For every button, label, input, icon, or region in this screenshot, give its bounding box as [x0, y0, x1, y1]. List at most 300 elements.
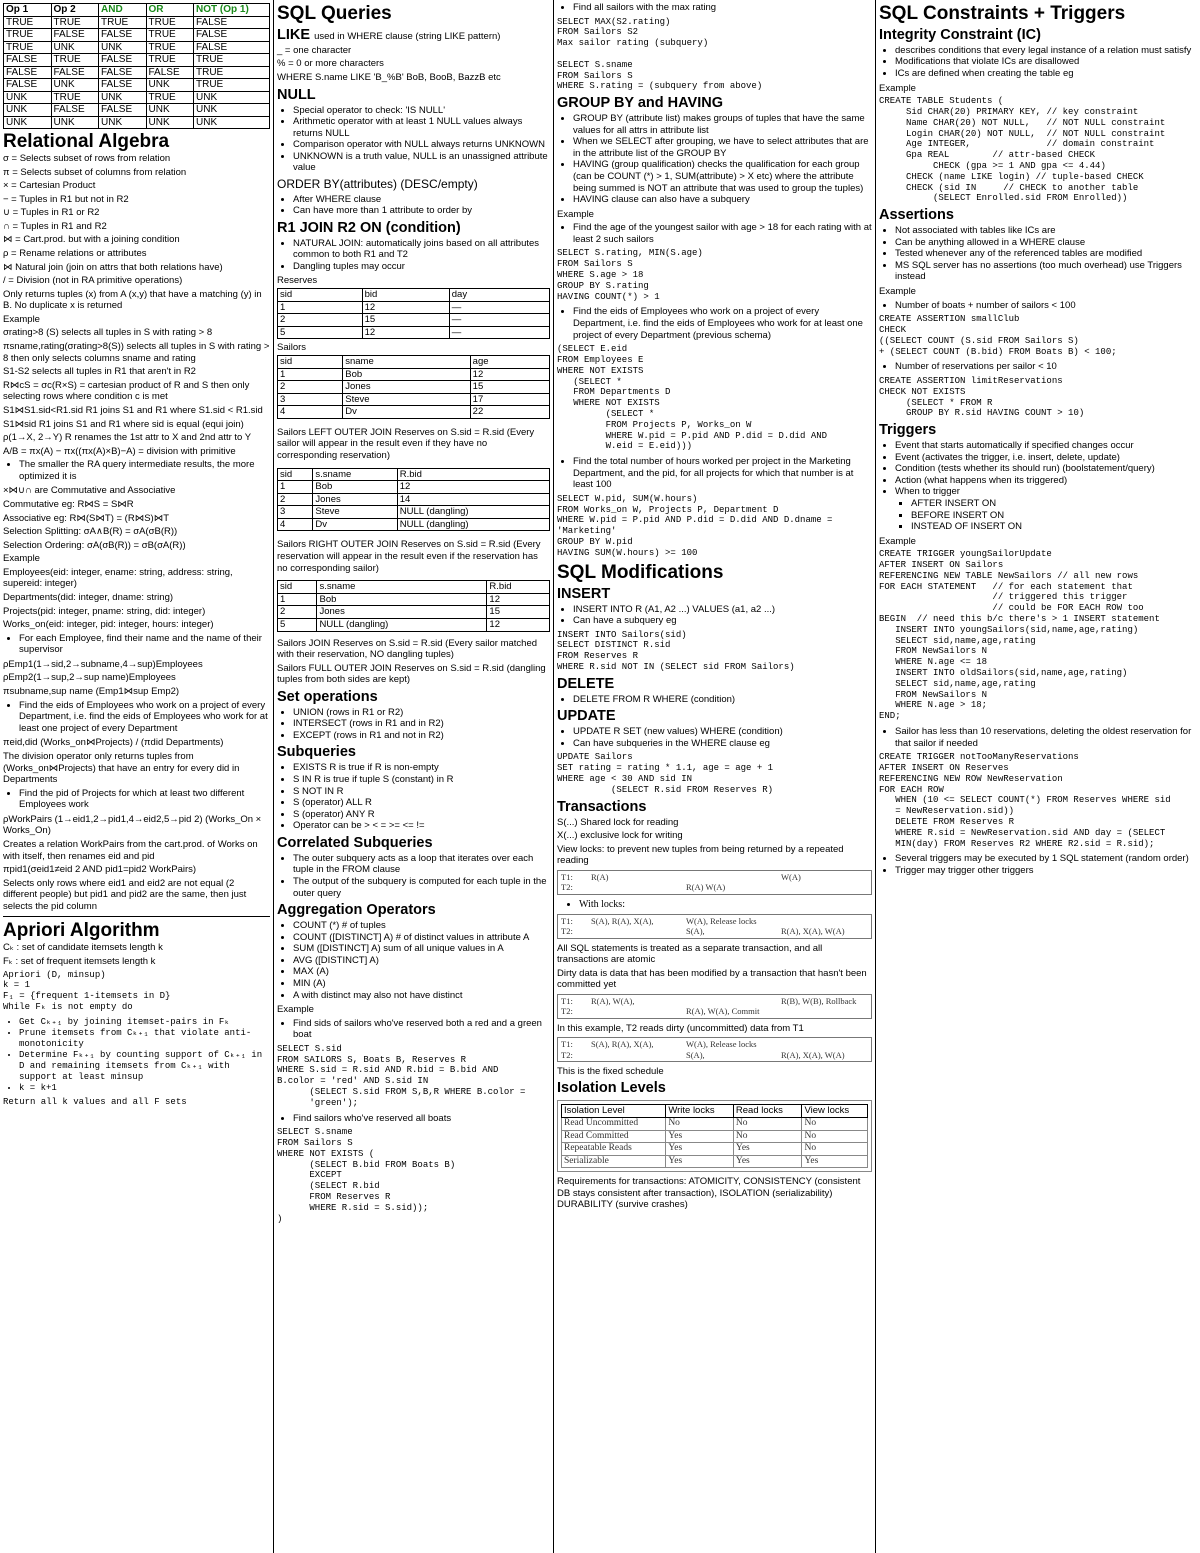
truth-cell: UNK — [146, 116, 194, 129]
ra-schema-line: Employees(eid: integer, ename: string, address: string, supereid: integer) — [3, 566, 233, 590]
table-cell: Yes — [666, 1143, 734, 1156]
schedule-cell: R(A), X(A), W(A) — [781, 1049, 845, 1060]
schedule-cell: T1: — [561, 871, 573, 882]
join-text: Sailors JOIN Reserves on S.sid = R.sid (Every sailor matched with their reservation, NO dangling tuples) — [277, 637, 538, 661]
table-row — [278, 493, 550, 506]
agg-item: • MAX (A) — [293, 966, 550, 978]
agg-item: • SUM ([DISTINCT] A) sum of all unique values in A — [293, 943, 550, 955]
ic-code: CREATE TABLE Students ( Sid CHAR(20) PRIMARY KEY, // key constraint Name CHAR(20) NOT NULL, // NOT NULL constraint Login CHAR(20) NOT NULL, // NOT NULL constraint Age INTEGER, // domain constraint Gpa REAL // attr-based CHECK CHECK (gpa >= 1 AND gpa <= 4.44) CHECK (name LIKE login) // tuple-based CHECK CHECK (sid IN // CHECK to another table (SELECT Enrolled.sid FROM Enrolled)) — [879, 96, 1166, 204]
trigger-when-item: ▪ AFTER INSERT ON — [911, 498, 1197, 510]
schedule-row — [561, 882, 868, 892]
insert-heading: INSERT — [557, 585, 611, 602]
table-row — [562, 1155, 868, 1168]
schedule-diagram-dirty — [557, 994, 872, 1019]
table-header-cell: R.bid — [487, 581, 550, 594]
ra-bullet: • Find the eids of Employees who work on a project of every Department, i.e. find the eids of Employees who work for at least one project of every Department — [19, 700, 270, 735]
trigger-code: CREATE TRIGGER youngSailorUpdate AFTER INSERT ON Sailors REFERENCING NEW TABLE NewSailors // all new rows FOR EACH STATEMENT // for each statement that // triggered this trigger // could be FOR EACH ROW too BEGIN // need this b/c there's > 1 INSERT statement INSERT INTO youngSailors(sid,name,age,rating) SELECT sid,name,age,rating FROM NewSailors N WHERE N.age <= 18 INSERT INTO oldSailors(sid,name,age,rating) SELECT sid,name,age,rating FROM NewSailors N WHERE N.age > 18; END; — [879, 549, 1160, 722]
truth-cell: UNK — [4, 104, 52, 117]
schedule-cell: T1: — [561, 915, 573, 926]
schedule-row — [561, 916, 868, 926]
ra-example: πsname,rating(σrating>8(S)) selects all tuples in S with rating > 8 then only selects columns sname and rating — [3, 341, 270, 364]
table-header-cell: Isolation Level — [562, 1105, 666, 1118]
corr-list — [277, 853, 550, 899]
schedule-diagram-locks — [557, 914, 872, 939]
ra-property: Selection Ordering: σA(σB(R)) = σB(σA(R)) — [3, 539, 186, 551]
c3-bullet: • Find the total number of hours worked per project in the Marketing Department, and the pid, for all projects for which that number is at least 100 — [573, 456, 872, 491]
truth-cell: FALSE — [99, 66, 147, 79]
truth-cell: TRUE — [146, 29, 194, 42]
table-header-cell: day — [449, 289, 549, 302]
schedule-cell: R(A) W(A) — [686, 882, 726, 893]
ra-query-line: Creates a relation WorkPairs from the cart.prod. of Works on with itself, then renames eid and pid — [3, 839, 258, 862]
null-item: • UNKNOWN is a truth value, NULL is an unassigned attribute value — [293, 151, 550, 174]
dirty-read-text: In this example, T2 reads dirty (uncommitted) data from T1 — [557, 1022, 804, 1034]
update-heading: UPDATE — [557, 708, 616, 725]
truth-cell: FALSE — [51, 29, 99, 42]
agg-item: • COUNT (*) # of tuples — [293, 920, 550, 932]
isolation-heading: Isolation Levels — [557, 1080, 666, 1097]
assertion-item: • Not associated with tables like ICs are — [895, 225, 1197, 237]
table-cell: Serializable — [562, 1155, 666, 1168]
table-cell: 22 — [470, 406, 549, 419]
schedule-cell: T2: — [561, 1006, 573, 1017]
table-cell: Steve — [313, 506, 397, 519]
table-cell: — — [449, 326, 549, 339]
trigger-code: CREATE TRIGGER notTooManyReservations AFTER INSERT ON Reserves REFERENCING NEW ROW NewReservation FOR EACH ROW WHEN (10 <= SELECT COUNT(*) FROM Reserves WHERE sid = NewReservation.sid)) DELETE FROM Reserves R WHERE R.sid = NewReservation.sid AND day = (SELECT MIN(day) FROM Reserves R2 WHERE R2.sid = R.sid); — [879, 752, 1171, 849]
table-cell: 15 — [362, 314, 449, 327]
setops-heading: Set operations — [277, 688, 378, 705]
setops-item: • UNION (rows in R1 or R2) — [293, 707, 550, 719]
table-cell: — — [449, 301, 549, 314]
table-header-cell: sid — [278, 289, 363, 302]
table-cell: Yes — [666, 1155, 734, 1168]
ic-item: • Modifications that violate ICs are disallowed — [895, 56, 1197, 68]
c4-example-label: Example — [879, 535, 916, 547]
truth-cell: UNK — [194, 116, 270, 129]
delete-item: • DELETE FROM R WHERE (condition) — [573, 694, 872, 706]
table-header-cell: s.sname — [313, 468, 397, 481]
schedule-cell: S(A), — [686, 1049, 705, 1060]
agg-item: • MIN (A) — [293, 978, 550, 990]
ra-example-label: Example — [3, 313, 40, 325]
schedule-cell: W(A), Release locks — [686, 1039, 757, 1050]
table-cell: NULL (dangling) — [397, 518, 549, 531]
c4-bullet: • Number of boats + number of sailors < 100 — [895, 300, 1197, 312]
schedule-cell: T2: — [561, 1049, 573, 1060]
section-title-sql-queries: SQL Queries — [277, 3, 392, 24]
groupby-item: • HAVING clause can also have a subquery — [573, 194, 872, 206]
table-cell: Yes — [733, 1143, 802, 1156]
schedule-cell: T1: — [561, 995, 573, 1006]
order-heading: ORDER BY(attributes) (DESC/empty) — [277, 177, 478, 192]
schedule-cell: S(A), — [686, 926, 705, 937]
assertion-item: • Tested whenever any of the referenced tables are modified — [895, 248, 1197, 260]
schedule-cell: R(A), W(A), — [591, 995, 635, 1006]
trigger-note: • Trigger may trigger other triggers — [895, 865, 1197, 877]
table-cell: 15 — [470, 381, 549, 394]
isolation-table-frame — [557, 1100, 872, 1172]
ra-query-line: Selects only rows where eid1 and eid2 are not equal (2 different people) but pid1 and pid2 are the same, then just selects the pid column — [3, 877, 247, 912]
schedule-cell: T1: — [561, 1039, 573, 1050]
ra-example: σrating>8 (S) selects all tuples in S with rating > 8 — [3, 327, 213, 339]
null-item: • Arithmetic operator with at least 1 NULL values always returns NULL — [293, 116, 550, 139]
reserves-table — [277, 288, 550, 339]
delete-heading: DELETE — [557, 675, 615, 692]
schedule-cell — [591, 1006, 678, 1016]
ra-example: R⋈cS = σc(R×S) = cartesian product of R and S then only selecting rows where condition c is met — [3, 379, 250, 403]
table-cell: 1 — [278, 301, 363, 314]
truth-cell: TRUE — [194, 54, 270, 67]
c3-code: SELECT MAX(S2.rating) FROM Sailors S2 Max sailor rating (subquery) SELECT S.sname FROM Sailors S WHERE S.rating = (subquery from above) — [557, 16, 763, 92]
truth-cell: FALSE — [99, 54, 147, 67]
delete-list — [557, 694, 872, 706]
schedule-diagram — [557, 870, 872, 895]
section-title-sql-modifications: SQL Modifications — [557, 561, 724, 583]
agg-item: • COUNT ([DISTINCT] A) # of distinct values in attribute A — [293, 932, 550, 944]
assertion-item: • Can be anything allowed in a WHERE clause — [895, 237, 1197, 249]
table-cell: — — [449, 314, 549, 327]
agg-list — [277, 920, 550, 1001]
table-cell: 2 — [278, 493, 313, 506]
truth-table — [3, 3, 270, 129]
truth-header-cell: AND — [99, 4, 147, 17]
acid-requirements: Requirements for transactions: ATOMICITY, CONSISTENCY (consistent DB stays consistent after transaction), ISOLATION (serializability) DURABILITY (survive crashes) — [557, 1176, 861, 1211]
table-cell: 2 — [278, 606, 317, 619]
like-heading — [277, 28, 550, 44]
table-cell: Yes — [733, 1155, 802, 1168]
table-cell: 1 — [278, 593, 317, 606]
truth-table-header — [4, 4, 270, 17]
truth-row — [4, 41, 270, 54]
c3-example-label: Example — [557, 208, 594, 220]
schedule-cell — [781, 916, 868, 926]
truth-cell: UNK — [51, 116, 99, 129]
ic-list — [879, 45, 1197, 80]
table-cell: 3 — [278, 506, 313, 519]
table-cell: 12 — [362, 326, 449, 339]
trigger-when-item: ▪ BEFORE INSERT ON — [911, 510, 1197, 522]
apriori-definition: Cₖ : set of candidate itemsets length k — [3, 942, 163, 954]
truth-cell: UNK — [99, 91, 147, 104]
ra-definition: π = Selects subset of columns from relation — [3, 166, 187, 178]
truth-cell: FALSE — [4, 54, 52, 67]
truth-cell: UNK — [194, 104, 270, 117]
table-cell: Jones — [313, 493, 397, 506]
truth-cell: TRUE — [51, 16, 99, 29]
table-cell: Bob — [343, 368, 470, 381]
truth-row — [4, 104, 270, 117]
truth-cell: TRUE — [194, 79, 270, 92]
table-row — [278, 381, 550, 394]
ra-definition: σ = Selects subset of rows from relation — [3, 152, 171, 164]
isolation-table — [561, 1104, 868, 1168]
table-header-cell: s.sname — [317, 581, 487, 594]
table-cell: 3 — [278, 393, 343, 406]
ra-query-2 — [3, 737, 270, 785]
schedule-row — [561, 1039, 868, 1049]
table-cell: 4 — [278, 518, 313, 531]
truth-cell: TRUE — [4, 41, 52, 54]
like-lines — [277, 45, 550, 84]
sqlq-code: SELECT S.sid FROM SAILORS S, Boats B, Reserves R WHERE S.sid = R.sid AND R.bid = B.bid AND B.color = 'red' AND S.sid IN (SELECT S.sid FROM S,B,R WHERE B.color = 'green'); — [277, 1043, 526, 1108]
ic-item: • describes conditions that every legal instance of a relation must satisfy — [895, 45, 1197, 57]
like-line: % = 0 or more characters — [277, 58, 384, 70]
truth-cell: TRUE — [146, 91, 194, 104]
trigger-when-list — [895, 498, 1197, 533]
ra-bullet: • The smaller the RA query intermediate results, the more optimized it is — [19, 459, 270, 482]
table-cell: Read Uncommitted — [562, 1117, 666, 1130]
truth-cell: UNK — [146, 104, 194, 117]
left-join-table — [277, 468, 550, 532]
subq-list — [277, 762, 550, 831]
insert-list — [557, 604, 872, 627]
divider — [3, 916, 270, 917]
ra-definition: / = Division (not in RA primitive operations) — [3, 275, 183, 287]
ra-property: Selection Splitting: σA∧B(R) = σA(σB(R)) — [3, 526, 178, 538]
like-line: WHERE S.name LIKE 'B_%B' BoB, BooB, BazzB etc — [277, 72, 501, 84]
subq-item: • Operator can be > < = >= <= != — [293, 820, 550, 832]
c3-bullet: • Find the eids of Employees who work on a project of every Department, i.e. find the eids of Employees who work for at least one project of every Department (previous schema) — [573, 306, 872, 341]
ra-bullet: • For each Employee, find their name and the name of their supervisor — [19, 633, 270, 656]
sqlq-code: SELECT S.sname FROM Sailors S WHERE NOT EXISTS ( (SELECT B.bid FROM Boats B) EXCEPT (SELECT R.bid FROM Reserves R WHERE R.sid = S.sid)); ) — [277, 1127, 456, 1224]
agg-item: • A with distinct may also not have distinct — [293, 990, 550, 1002]
assertion-code: CREATE ASSERTION limitReservations CHECK NOT EXISTS (SELECT * FROM R GROUP BY R.sid HAVING COUNT > 10) — [879, 375, 1085, 419]
table-cell: No — [802, 1117, 868, 1130]
column-sql-queries — [274, 0, 554, 1553]
section-title-apriori: Apriori Algorithm — [3, 920, 160, 942]
table-row — [278, 326, 550, 339]
table-cell: 12 — [397, 481, 549, 494]
full-join-text: Sailors FULL OUTER JOIN Reserves on S.sid = R.sid (dangling tuples from both sides are kept) — [277, 662, 546, 686]
ra-query-line: ρEmp2(1→sup,2→sup name)Employees — [3, 672, 176, 684]
truth-header-cell: OR — [146, 4, 194, 17]
sqlq-example-label: Example — [277, 1004, 314, 1016]
sqlq-bullet: • Find sids of sailors who've reserved both a red and a green boat — [293, 1018, 550, 1041]
groupby-list — [557, 113, 872, 206]
table-row — [278, 393, 550, 406]
ra-definition: ⋈ Natural join (join on attrs that both relations have) — [3, 261, 223, 273]
table-row — [278, 481, 550, 494]
truth-cell: UNK — [4, 91, 52, 104]
table-cell: No — [733, 1117, 802, 1130]
setops-item: • INTERSECT (rows in R1 and in R2) — [293, 718, 550, 730]
trigger-item: • Event (activates the trigger, i.e. insert, delete, update) — [895, 452, 1197, 464]
table-cell: Bob — [317, 593, 487, 606]
transactions-line: Dirty data is data that has been modified by a transaction that hasn't been committed yet — [557, 967, 867, 991]
null-heading: NULL — [277, 86, 316, 103]
truth-row — [4, 79, 270, 92]
table-row — [278, 506, 550, 519]
corr-item: • The output of the subquery is computed for each tuple in the outer query — [293, 876, 550, 899]
update-code: UPDATE Sailors SET rating = rating * 1.1, age = age + 1 WHERE age < 30 AND sid IN (SELECT R.sid FROM Reserves R) — [557, 752, 774, 795]
table-cell: Yes — [802, 1155, 868, 1168]
table-header-cell: Read locks — [733, 1105, 802, 1118]
insert-item: • INSERT INTO R (A1, A2 ...) VALUES (a1, a2 ...) — [573, 604, 872, 616]
ra-example: S1⋈S1.sid<R1.sid R1 joins S1 and R1 where S1.sid < R1.sid — [3, 404, 263, 416]
like-line: _ = one character — [277, 44, 352, 56]
c4-bullet: • Number of reservations per sailor < 10 — [895, 361, 1197, 373]
c3-code: SELECT W.pid, SUM(W.hours) FROM Works_on W, Projects P, Department D WHERE W.pid = P.pid AND P.did = D.did AND D.dname = 'Marketing' GROUP BY W.pid HAVING SUM(W.hours) >= 100 — [557, 493, 833, 558]
assertions-list — [879, 225, 1197, 283]
table-cell: 5 — [278, 618, 317, 631]
fixed-schedule-text: This is the fixed schedule — [557, 1065, 664, 1077]
table-cell: No — [666, 1117, 734, 1130]
truth-cell: UNK — [194, 91, 270, 104]
truth-cell: TRUE — [4, 16, 52, 29]
table-cell: 2 — [278, 314, 363, 327]
section-title-constraints-triggers: SQL Constraints + Triggers — [879, 3, 1126, 24]
c3-code: SELECT S.rating, MIN(S.age) FROM Sailors S WHERE S.age > 18 GROUP BY S.rating HAVING COUNT(*) > 1 — [557, 248, 703, 302]
table-cell: 12 — [470, 368, 549, 381]
table-header-cell: R.bid — [397, 468, 549, 481]
transactions-line: All SQL statements is treated as a separate transaction, and all transactions are atomic — [557, 942, 823, 966]
table-cell: Steve — [343, 393, 470, 406]
table-row — [562, 1143, 868, 1156]
table-cell: 1 — [278, 481, 313, 494]
truth-cell: UNK — [99, 41, 147, 54]
schedule-row — [561, 926, 868, 936]
schedule-cell — [591, 882, 678, 892]
assertion-code: CREATE ASSERTION smallClub CHECK ((SELECT COUNT (S.sid FROM Sailors S) + (SELECT COUNT (B.bid) FROM Boats B) < 100; — [879, 314, 1117, 357]
trigger-when-item: ▪ INSTEAD OF INSERT ON — [911, 521, 1197, 533]
trigger-item: • Event that starts automatically if specified changes occur — [895, 440, 1197, 452]
table-row — [278, 368, 550, 381]
ra-query-line: ρEmp1(1→sid,2→subname,4→sup)Employees — [3, 658, 203, 670]
truth-cell: FALSE — [51, 66, 99, 79]
join-item: • Dangling tuples may occur — [293, 261, 550, 273]
triggers-end-list — [879, 853, 1197, 876]
ra-definition: ∪ = Tuples in R1 or R2 — [3, 207, 100, 219]
c3-code: (SELECT E.eid FROM Employees E WHERE NOT EXISTS (SELECT * FROM Departments D WHERE NOT EXISTS (SELECT * FROM Projects P, Works_on W WHERE W.pid = P.pid AND P.did = D.did AND W.eid = E.eid))) — [557, 344, 828, 452]
apriori-step: • Determine Fₖ₊₁ by counting support of Cₖ₊₁ in D and remaining itemsets from Cₖ₊₁ with support at least minsup — [19, 1050, 270, 1083]
corr-heading: Correlated Subqueries — [277, 834, 433, 851]
schedule-cell: R(A) — [591, 871, 609, 882]
schedule-cell — [591, 1050, 678, 1060]
table-cell: 1 — [278, 368, 343, 381]
truth-header-cell: NOT (Op 1) — [194, 4, 270, 17]
transactions-lines — [557, 817, 872, 867]
schedule-cell — [781, 1039, 868, 1049]
agg-item: • AVG ([DISTINCT] A) — [293, 955, 550, 967]
ra-query-line: The division operator only returns tuples from (Works_on⋈Projects) that have an entry for every did in Departments — [3, 750, 240, 786]
like-subtitle: used in WHERE clause (string LIKE pattern) — [314, 30, 501, 42]
truth-cell: TRUE — [146, 16, 194, 29]
schedule-cell: W(A), Release locks — [686, 915, 757, 926]
truth-header-cell: Op 1 — [4, 4, 52, 17]
table-header-cell: sid — [278, 355, 343, 368]
column-relational-algebra — [0, 0, 274, 1553]
truth-cell: TRUE — [4, 29, 52, 42]
c3-bullet: • Find all sailors with the max rating — [573, 2, 872, 14]
truth-row — [4, 116, 270, 129]
table-row — [278, 606, 550, 619]
apriori-steps — [3, 1017, 270, 1094]
ra-definition: − = Tuples in R1 but not in R2 — [3, 193, 129, 205]
schedule-cell: S(A), R(A), X(A), — [591, 915, 654, 926]
ra-query-line: πeid,did (Works_on⋈Projects) / (πdid Departments) — [3, 737, 224, 749]
ra-query-line: πsubname,sup name (Emp1⋈sup Emp2) — [3, 686, 180, 698]
ra-query-3 — [3, 814, 270, 913]
sailors-label: Sailors — [277, 342, 307, 354]
ra-definition: Only returns tuples (x) from A (x,y) that have a matching (y) in B. No duplicate x is returned — [3, 288, 262, 312]
table-cell: 12 — [487, 618, 550, 631]
apriori-step: • Get Cₖ₊₁ by joining itemset-pairs in Fₖ — [19, 1017, 270, 1028]
schedule-cell — [591, 926, 678, 936]
triggers-heading: Triggers — [879, 422, 937, 439]
like-heading-text: LIKE — [277, 26, 311, 43]
table-row — [278, 618, 550, 631]
c4-example-label: Example — [879, 82, 916, 94]
truth-cell: TRUE — [146, 54, 194, 67]
section-title-relational-algebra: Relational Algebra — [3, 131, 170, 152]
order-item: • After WHERE clause — [293, 194, 550, 206]
schedule-cell — [686, 996, 773, 1006]
truth-row — [4, 29, 270, 42]
ra-property: ×⋈∪∩ are Commutative and Associative — [3, 485, 176, 497]
truth-cell: FALSE — [4, 66, 52, 79]
ra-example: S1⋈sid R1 joins S1 and R1 where sid is equal (equi join) — [3, 418, 244, 430]
ra-properties — [3, 485, 270, 551]
truth-cell: UNK — [51, 79, 99, 92]
sailors-table — [277, 355, 550, 419]
table-header-cell: bid — [362, 289, 449, 302]
schedule-row — [561, 1006, 868, 1016]
truth-cell: UNK — [4, 116, 52, 129]
schedule-cell — [686, 872, 773, 882]
subq-item: • S (operator) ANY R — [293, 809, 550, 821]
column-groupby-modifications — [554, 0, 876, 1553]
truth-cell: TRUE — [99, 16, 147, 29]
table-cell: No — [802, 1130, 868, 1143]
truth-cell: UNK — [99, 116, 147, 129]
null-item: • Special operator to check: 'IS NULL' — [293, 105, 550, 117]
c4-example-label: Example — [879, 285, 916, 297]
c4-bullet: • Sailor has less than 10 reservations, deleting the oldest reservation for that sailor if needed — [895, 726, 1197, 749]
truth-cell: FALSE — [146, 66, 194, 79]
table-cell: 4 — [278, 406, 343, 419]
table-cell: Bob — [313, 481, 397, 494]
table-cell: 14 — [397, 493, 549, 506]
sqlq-bullet: • Find sailors who've reserved all boats — [293, 1113, 550, 1125]
truth-cell: UNK — [146, 79, 194, 92]
transactions-line: S(...) Shared lock for reading — [557, 816, 679, 828]
null-item: • Comparison operator with NULL always returns UNKNOWN — [293, 139, 550, 151]
table-cell: NULL (dangling) — [317, 618, 487, 631]
trigger-note: • Several triggers may be executed by 1 SQL statement (random order) — [895, 853, 1197, 865]
table-row — [278, 518, 550, 531]
subq-item: • S (operator) ALL R — [293, 797, 550, 809]
truth-cell: TRUE — [51, 91, 99, 104]
schedule-diagram-fixed — [557, 1037, 872, 1062]
update-list — [557, 726, 872, 749]
schedule-cell: R(B), W(B), Rollback — [781, 995, 857, 1006]
update-item: • UPDATE R SET (new values) WHERE (condition) — [573, 726, 872, 738]
schedule-cell — [781, 882, 868, 892]
table-header-cell: age — [470, 355, 549, 368]
ra-example: A/B = πx(A) − πx((πx(A)×B)−A) = division with primitive — [3, 445, 236, 457]
setops-list — [277, 707, 550, 742]
left-join-text: Sailors LEFT OUTER JOIN Reserves on S.sid = R.sid (Every sailor will appear in the result even if they have no corresponding reservation) — [277, 426, 535, 461]
ra-schema-line: Projects(pid: integer, pname: string, did: integer) — [3, 605, 206, 617]
table-cell: 12 — [362, 301, 449, 314]
ra-bullet: • Find the pid of Projects for which at least two different Employees work — [19, 788, 270, 811]
table-row — [278, 301, 550, 314]
table-header-cell: sname — [343, 355, 470, 368]
trigger-item: • When to trigger ▪ AFTER INSERT ON ▪ BEFORE INSERT ON ▪ INSTEAD OF INSERT ON — [895, 486, 1197, 532]
insert-item: • Can have a subquery eg — [573, 615, 872, 627]
with-locks-label: • With locks: — [579, 899, 872, 911]
truth-cell: UNK — [51, 41, 99, 54]
